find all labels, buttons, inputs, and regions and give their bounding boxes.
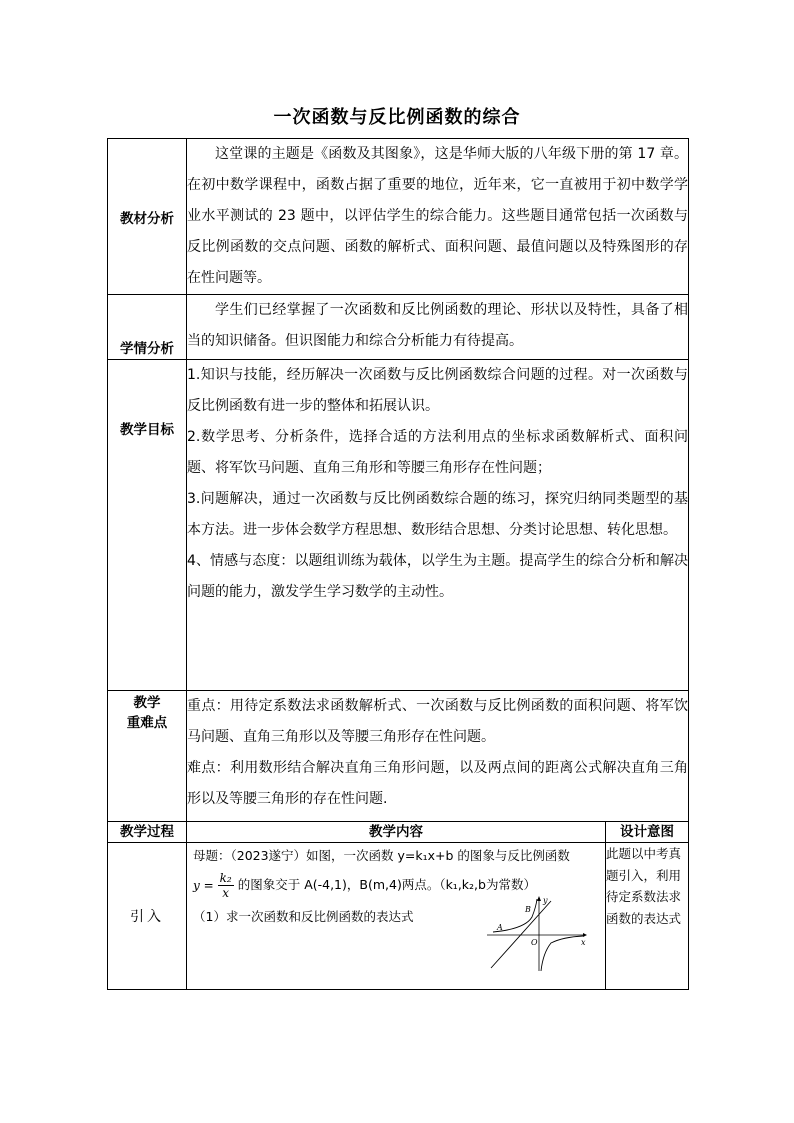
keypoints-label-line2: 重难点 [126, 715, 168, 731]
row-goals [108, 360, 689, 691]
x-axis-arrow [583, 933, 587, 937]
goals-content [187, 360, 689, 691]
goal-item: 2.数学思考、分析条件，选择合适的方法利用点的坐标求函数解析式、面积问题、将军饮马问题、直角三角形和等腰三角形存在性问题； [187, 429, 689, 476]
intro-problem-line1: 母题：（2023遂宁）如图，一次函数 y=k₁x+b 的图象与反比例函数 [193, 848, 570, 863]
material-content [187, 139, 689, 295]
intro-content [187, 843, 606, 990]
lesson-plan-table [107, 138, 689, 990]
goal-item: 1.知识与技能，经历解决一次函数与反比例函数综合问题的过程。对一次函数与反比例函数有进一步的整体和拓展认识。 [187, 367, 689, 414]
students-content [187, 295, 689, 360]
goal-item: 4、情感与态度：以题组训练为载体，以学生为主题。提高学生的综合分析和解决问题的能力，激发学生学习数学的主动性。 [187, 553, 689, 600]
function-graph [485, 895, 589, 973]
linear-function-line [491, 901, 551, 968]
row-intro [108, 843, 689, 990]
header-process: 教学过程 [108, 822, 187, 843]
goal-item: 3.问题解决，通过一次函数与反比例函数综合题的练习，探究归纳同类题型的基本方法。进一步体会数学方程思想、数形结合思想、分类讨论思想、转化思想。 [187, 491, 689, 538]
formula-lhs: y = [193, 878, 214, 893]
formula-denominator: x [222, 886, 230, 900]
goals-label: 教学目标 [108, 360, 187, 691]
keypoints-label-line1: 教学 [133, 695, 161, 711]
page-title: 一次函数与反比例函数的综合 [273, 107, 521, 128]
row-process-header [108, 822, 689, 843]
formula-fraction [218, 871, 234, 900]
point-a-label: A [497, 923, 503, 932]
difficult-points-text: 难点：利用数形结合解决直角三角形问题，以及两点间的距离公式解决直角三角形以及等腰三角形的存在性问题. [187, 760, 689, 807]
y-axis-arrow [537, 896, 541, 901]
row-material [108, 139, 689, 295]
header-intent: 设计意图 [606, 822, 689, 843]
key-points-text: 重点：用待定系数法求函数解析式、一次函数与反比例函数的面积问题、将军饮马问题、直角三角形以及等腰三角形存在性问题。 [187, 698, 689, 745]
row-students [108, 295, 689, 360]
intro-problem-line2-text: 的图象交于 A(-4,1)，B(m,4)两点。（k₁,k₂,b为常数） [237, 877, 536, 892]
intro-intent: 此题以中考真题引入，利用待定系数法求函数的表达式 [606, 843, 689, 990]
material-text: 这堂课的主题是《函数及其图象》，这是华师大版的八年级下册的第 17 章。在初中数学课程中，函数占据了重要的地位，近年来，它一直被用于初中数学学业水平测试的 23 题中，以评估学生的综合能力。这些题目通常包括一次函数与反比例函数的交点问题、函数的解析式、面积问题、最值问题以及特殊图形的存在性问题等。 [187, 146, 689, 286]
row-keypoints [108, 691, 689, 822]
formula-numerator: k₂ [219, 871, 232, 885]
header-content: 教学内容 [187, 822, 606, 843]
hyperbola-branch-right [541, 936, 583, 971]
keypoints-label [108, 691, 187, 822]
intro-label: 引入 [108, 843, 187, 990]
point-b-label: B [525, 905, 531, 914]
y-axis-label: y [543, 896, 548, 905]
keypoints-content [187, 691, 689, 822]
x-axis-label: x [581, 938, 586, 947]
origin-label: O [531, 938, 538, 947]
students-label: 学情分析 [108, 295, 187, 360]
students-text: 学生们已经掌握了一次函数和反比例函数的理论、形状以及特性，具备了相当的知识储备。但识图能力和综合分析能力有待提高。 [187, 302, 689, 349]
material-label: 教材分析 [108, 139, 187, 295]
intro-question: （1）求一次函数和反比例函数的表达式 [193, 909, 414, 924]
